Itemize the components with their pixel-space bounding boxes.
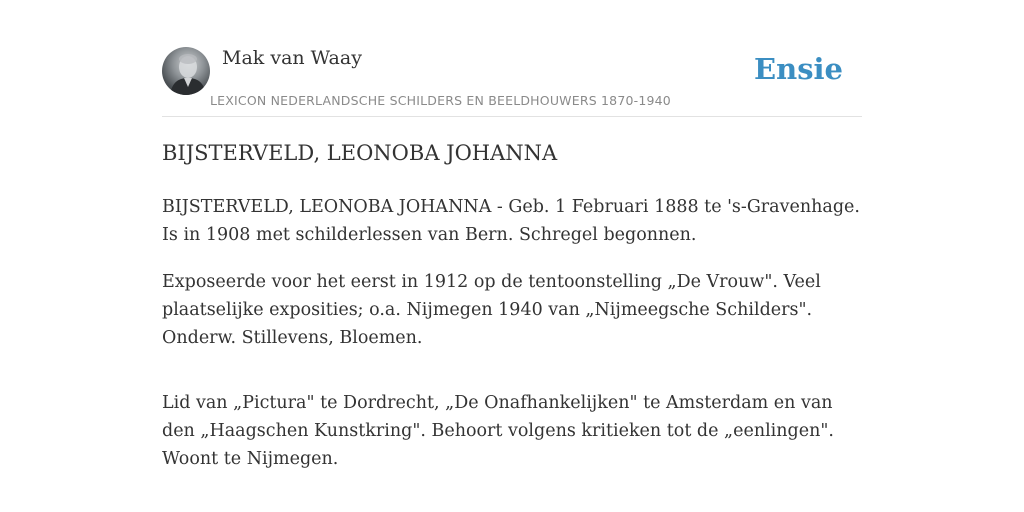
author-name[interactable]: Mak van Waay xyxy=(222,47,362,69)
article-paragraph: Lid van „Pictura" te Dordrecht, „De Onafhankelijken" te Amsterdam en van den „Haagschen Kunstkring". Behoort volgens kritieken tot de „eenlingen". Woont te Nijmegen. xyxy=(162,393,834,469)
article-paragraph: BIJSTERVELD, LEONOBA JOHANNA - Geb. 1 Februari 1888 te 's-Gravenhage. Is in 1908 met schilderlessen van Bern. Schregel begonnen. xyxy=(162,197,860,245)
portrait-icon xyxy=(162,47,210,95)
author-avatar[interactable] xyxy=(162,47,210,95)
brand-logo[interactable]: Ensie xyxy=(754,52,843,86)
article-paragraph: Exposeerde voor het eerst in 1912 op de tentoonstelling „De Vrouw". Veel plaatselijke exposities; o.a. Nijmegen 1940 van „Nijmeegsche Schilders". Onderw. Stillevens, Bloemen. xyxy=(162,272,821,348)
page-header xyxy=(162,46,862,117)
lexicon-title[interactable]: LEXICON NEDERLANDSCHE SCHILDERS EN BEELDHOUWERS 1870-1940 xyxy=(210,93,671,108)
article-title: BIJSTERVELD, LEONOBA JOHANNA xyxy=(162,141,558,165)
article-body xyxy=(162,193,866,492)
